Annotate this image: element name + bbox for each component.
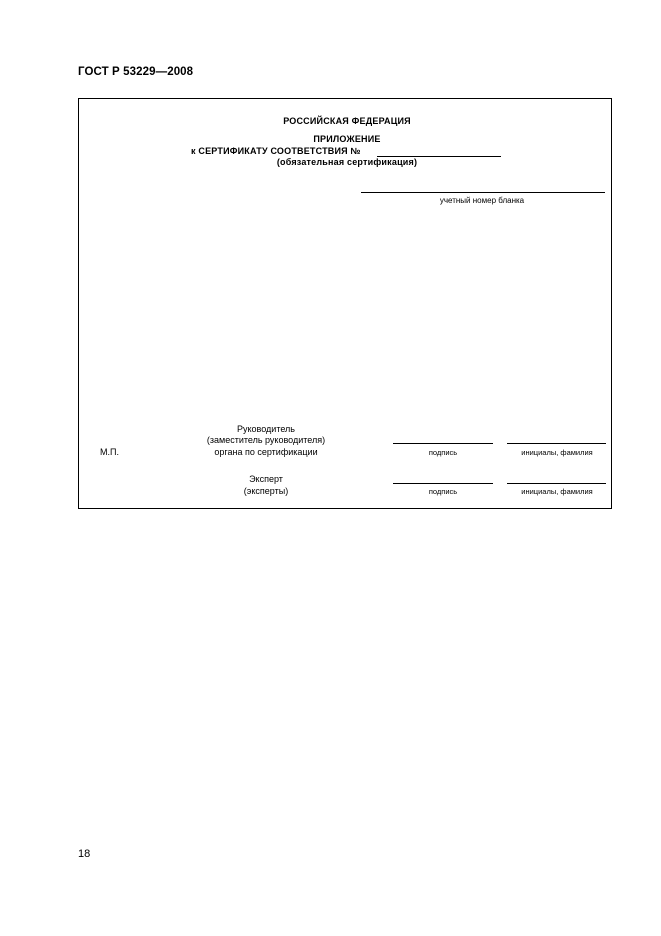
expert-signature-caption: подпись <box>428 487 458 496</box>
expert-title-line2: (эксперты) <box>243 486 289 496</box>
document-standard-header: ГОСТ Р 53229—2008 <box>78 66 194 78</box>
expert-title-line1: Эксперт <box>249 474 283 484</box>
head-signature-line <box>393 443 493 444</box>
country-title: РОССИЙСКАЯ ФЕДЕРАЦИЯ <box>283 116 411 126</box>
certification-type-label: (обязательная сертификация) <box>276 157 418 167</box>
seal-place-label: М.П. <box>100 447 119 457</box>
expert-signature-line <box>393 483 493 484</box>
head-name-caption: инициалы, фамилия <box>521 448 593 457</box>
page-number: 18 <box>78 848 91 860</box>
head-name-line <box>507 443 606 444</box>
appendix-title: ПРИЛОЖЕНИЕ <box>313 134 381 144</box>
expert-name-caption: инициалы, фамилия <box>521 487 593 496</box>
blank-number-line <box>361 192 605 193</box>
head-title-line1: Руководитель <box>237 424 295 434</box>
certificate-appendix-form <box>78 98 612 509</box>
certificate-number-label: к СЕРТИФИКАТУ СООТВЕТСТВИЯ № <box>191 146 361 156</box>
head-title-line3: органа по сертификации <box>214 447 318 457</box>
blank-number-caption: учетный номер бланка <box>439 196 525 205</box>
head-title-line2: (заместитель руководителя) <box>206 435 326 445</box>
expert-name-line <box>507 483 606 484</box>
head-signature-caption: подпись <box>428 448 458 457</box>
